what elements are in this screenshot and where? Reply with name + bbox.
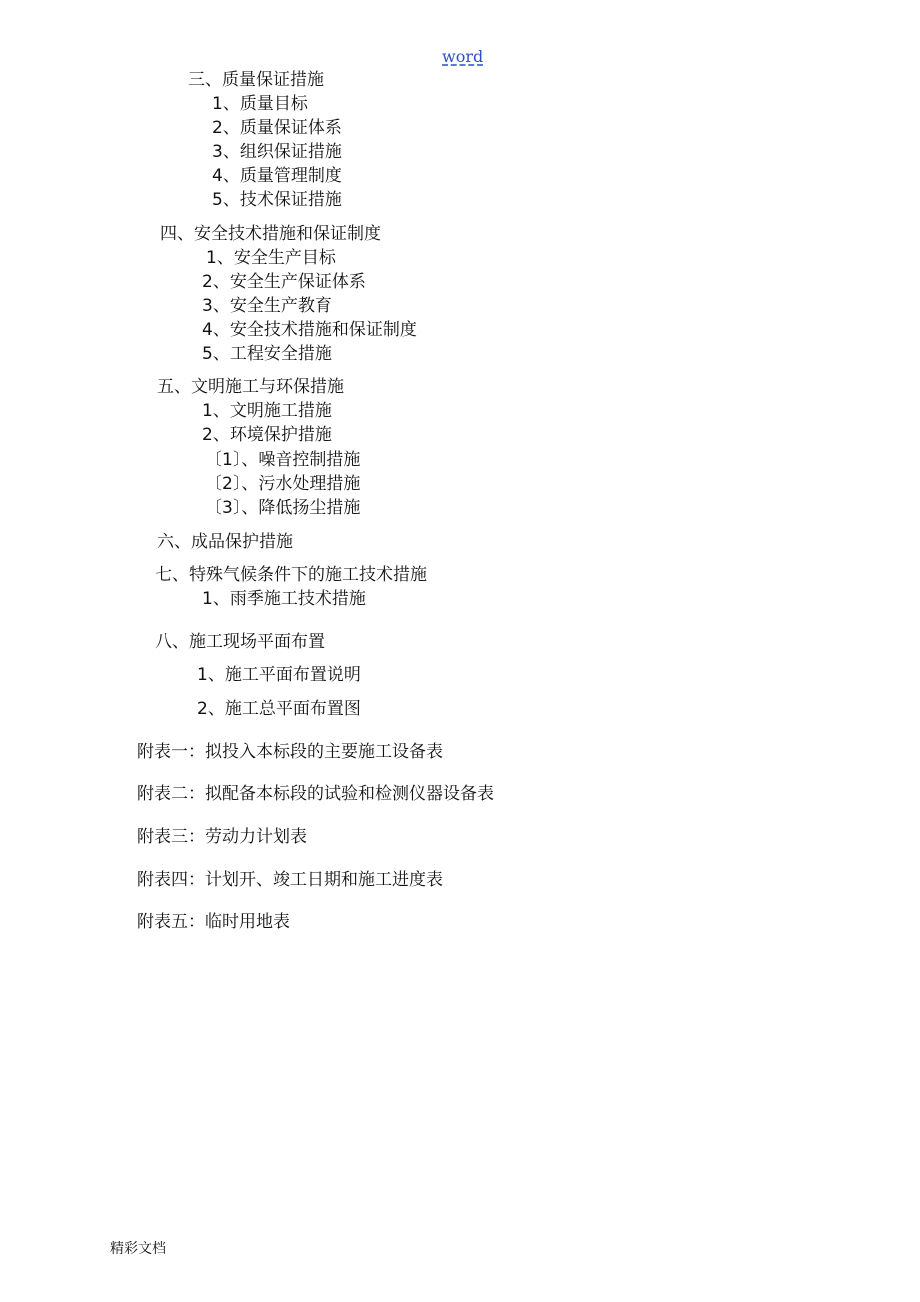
toc-section-6-heading: 六、成品保护措施 [157, 532, 293, 552]
header-word-link[interactable]: word [442, 47, 484, 66]
toc-item-5-1: 1、文明施工措施 [202, 401, 332, 421]
toc-item-4-3: 3、安全生产教育 [202, 296, 332, 316]
toc-appendix-5: 附表五：临时用地表 [137, 912, 290, 932]
toc-subitem-5-2-1: 〔1〕、噪音控制措施 [205, 450, 361, 470]
toc-item-5-2: 2、环境保护措施 [202, 425, 332, 445]
toc-section-4-heading: 四、安全技术措施和保证制度 [160, 224, 381, 244]
toc-appendix-2: 附表二：拟配备本标段的试验和检测仪器设备表 [137, 784, 494, 804]
toc-section-8-heading: 八、施工现场平面布置 [155, 632, 325, 652]
toc-item-3-1: 1、质量目标 [212, 94, 308, 114]
toc-item-4-2: 2、安全生产保证体系 [202, 272, 366, 292]
toc-item-3-5: 5、技术保证措施 [212, 190, 342, 210]
toc-appendix-1: 附表一：拟投入本标段的主要施工设备表 [137, 742, 443, 762]
page-footer: 精彩文档 [110, 1241, 166, 1257]
toc-item-8-2: 2、施工总平面布置图 [197, 699, 361, 719]
toc-item-8-1: 1、施工平面布置说明 [197, 665, 361, 685]
toc-subitem-5-2-3: 〔3〕、降低扬尘措施 [205, 498, 361, 518]
toc-item-3-2: 2、质量保证体系 [212, 118, 342, 138]
toc-item-4-4: 4、安全技术措施和保证制度 [202, 320, 417, 340]
toc-section-3-heading: 三、质量保证措施 [188, 70, 324, 90]
toc-appendix-4: 附表四：计划开、竣工日期和施工进度表 [137, 870, 443, 890]
toc-item-4-1: 1、安全生产目标 [206, 248, 336, 268]
toc-item-3-3: 3、组织保证措施 [212, 142, 342, 162]
toc-appendix-3: 附表三：劳动力计划表 [137, 827, 307, 847]
toc-section-5-heading: 五、文明施工与环保措施 [157, 377, 344, 397]
toc-item-4-5: 5、工程安全措施 [202, 344, 332, 364]
toc-subitem-5-2-2: 〔2〕、污水处理措施 [205, 474, 361, 494]
toc-section-7-heading: 七、特殊气候条件下的施工技术措施 [155, 565, 427, 585]
toc-item-3-4: 4、质量管理制度 [212, 166, 342, 186]
toc-item-7-1: 1、雨季施工技术措施 [202, 589, 366, 609]
